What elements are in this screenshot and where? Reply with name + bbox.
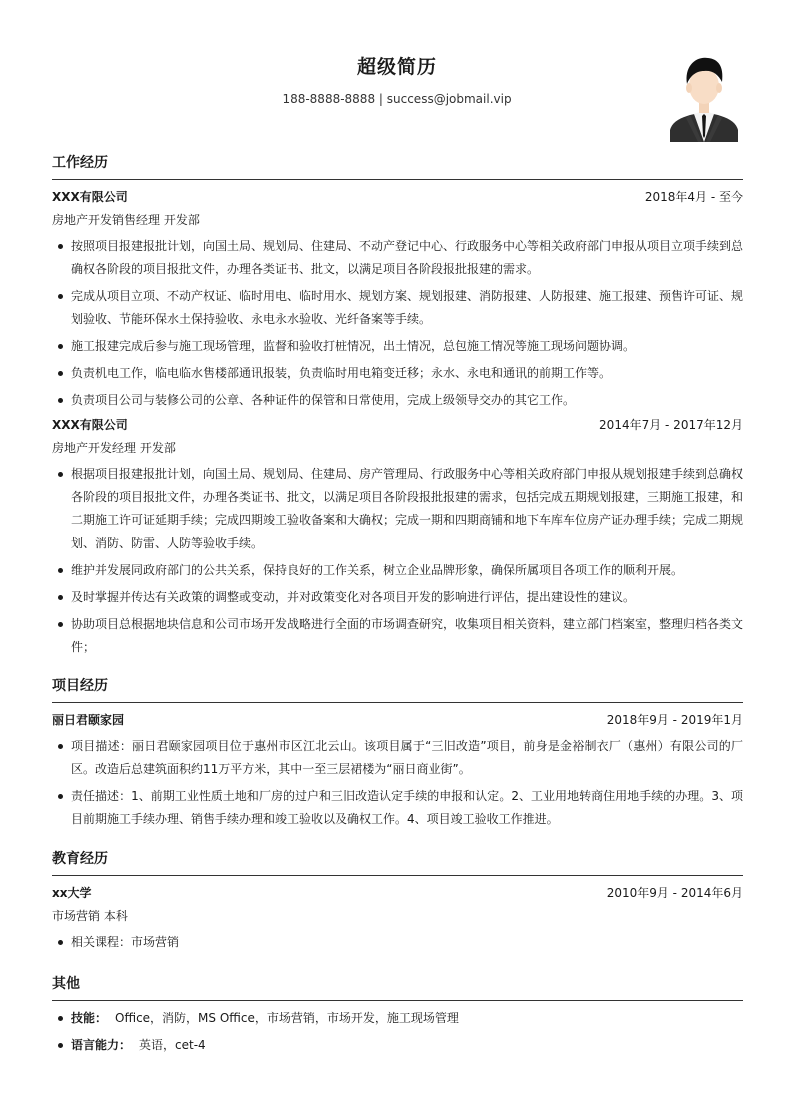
other-list [52,1007,743,1057]
list-item: 负责项目公司与装修公司的公章、各种证件的保管和日常使用，完成上级领导交办的其它工作。 [52,389,743,412]
list-item: 项目描述：丽日君颐家园项目位于惠州市区江北云山。该项目属于“三旧改造”项目，前身是金裕制衣厂（惠州）有限公司的厂区。改造后总建筑面积约11万平方米，其中一至三层裙楼为“丽日商业街”。 [52,735,743,781]
avatar [668,52,740,142]
degree: 市场营销 本科 [52,909,128,923]
date-range: 2018年9月 - 2019年1月 [606,713,743,727]
duty-list [52,235,743,412]
list-item: 协助项目总根据地块信息和公司市场开发战略进行全面的市场调查研究，收集项目相关资料，建立部门档案室，整理归档各类文件； [52,613,743,659]
project-detail-list [52,735,743,831]
job-title: 房地产开发销售经理 开发部 [52,213,200,227]
project-name: 丽日君颐家园 [52,713,125,727]
entry-header [52,884,743,902]
skills-value: Office，消防，MS Office，市场营销，市场开发，施工现场管理 [115,1011,459,1025]
section-title: 项目经历 [52,676,743,703]
section-title: 其他 [52,974,743,1001]
education-entry [52,884,743,954]
date-range: 2010年9月 - 2014年6月 [606,886,743,900]
list-item: 根据项目报建报批计划，向国土局、规划局、住建局、房产管理局、行政服务中心等相关政府部门申报从规划报建手续到总确权各阶段的项目报批文件，办理各类证书、批文，以满足项目各阶段报批报建的需求，包括完成五期规划报建，三期施工报建，和二期施工许可证延期手续；完成四期竣工验收备案和大确权；完成一期和四期商铺和地下车库车位房产证办理手续；完成二期规划、消防、防雷、人防等验收手续。 [52,463,743,555]
school-name: xx大学 [52,886,92,900]
other-section [52,974,743,1061]
job-title: 房地产开发经理 开发部 [52,441,176,455]
language-label: 语言能力： [71,1038,132,1052]
list-item: 责任描述：1、前期工业性质土地和厂房的过户和三旧改造认定手续的申报和认定。2、工业用地转商住用地手续的办理。3、项目前期施工手续办理、销售手续办理和竣工验收以及确权工作。4、项目竣工验收工作推进。 [52,785,743,831]
education-section [52,849,743,958]
company-name: XXX有限公司 [52,190,128,204]
work-entry [52,416,743,659]
project-experience-section [52,676,743,835]
list-item: 负责机电工作，临电临水售楼部通讯报装，负责临时用电箱变迁移；永水、永电和通讯的前期工作等。 [52,362,743,385]
list-item: 施工报建完成后参与施工现场管理，监督和验收打桩情况，出土情况，总包施工情况等施工现场问题协调。 [52,335,743,358]
entry-header [52,711,743,729]
company-name: XXX有限公司 [52,418,128,432]
duty-list [52,463,743,659]
entry-header [52,416,743,434]
course-list [52,931,743,954]
candidate-name: 超级简历 [356,56,437,78]
section-title: 工作经历 [52,153,743,180]
language-item [52,1034,743,1057]
entry-header [52,188,743,206]
work-entry [52,188,743,412]
list-item: 维护并发展同政府部门的公共关系，保持良好的工作关系，树立企业品牌形象，确保所属项目各项工作的顺利开展。 [52,559,743,582]
list-item: 相关课程：市场营销 [52,931,743,954]
contact-info: 188-8888-8888 | success@jobmail.vip [282,92,512,106]
work-experience-section [52,153,743,663]
list-item: 完成从项目立项、不动产权证、临时用电、临时用水、规划方案、规划报建、消防报建、人防报建、施工报建、预售许可证、规划验收、节能环保水土保持验收、永电永水验收、光纤备案等手续。 [52,285,743,331]
list-item: 按照项目报建报批计划，向国土局、规划局、住建局、不动产登记中心、行政服务中心等相关政府部门申报从项目立项手续到总确权各阶段的项目报批文件，办理各类证书、批文，以满足项目各阶段报批报建的需求。 [52,235,743,281]
skills-label: 技能： [71,1011,108,1025]
date-range: 2018年4月 - 至今 [644,190,743,204]
section-title: 教育经历 [52,849,743,876]
language-value: 英语，cet-4 [139,1038,206,1052]
project-entry [52,711,743,831]
skills-item [52,1007,743,1030]
list-item: 及时掌握并传达有关政策的调整或变动，并对政策变化对各项目开发的影响进行评估，提出建设性的建议。 [52,586,743,609]
date-range: 2014年7月 - 2017年12月 [599,418,743,432]
